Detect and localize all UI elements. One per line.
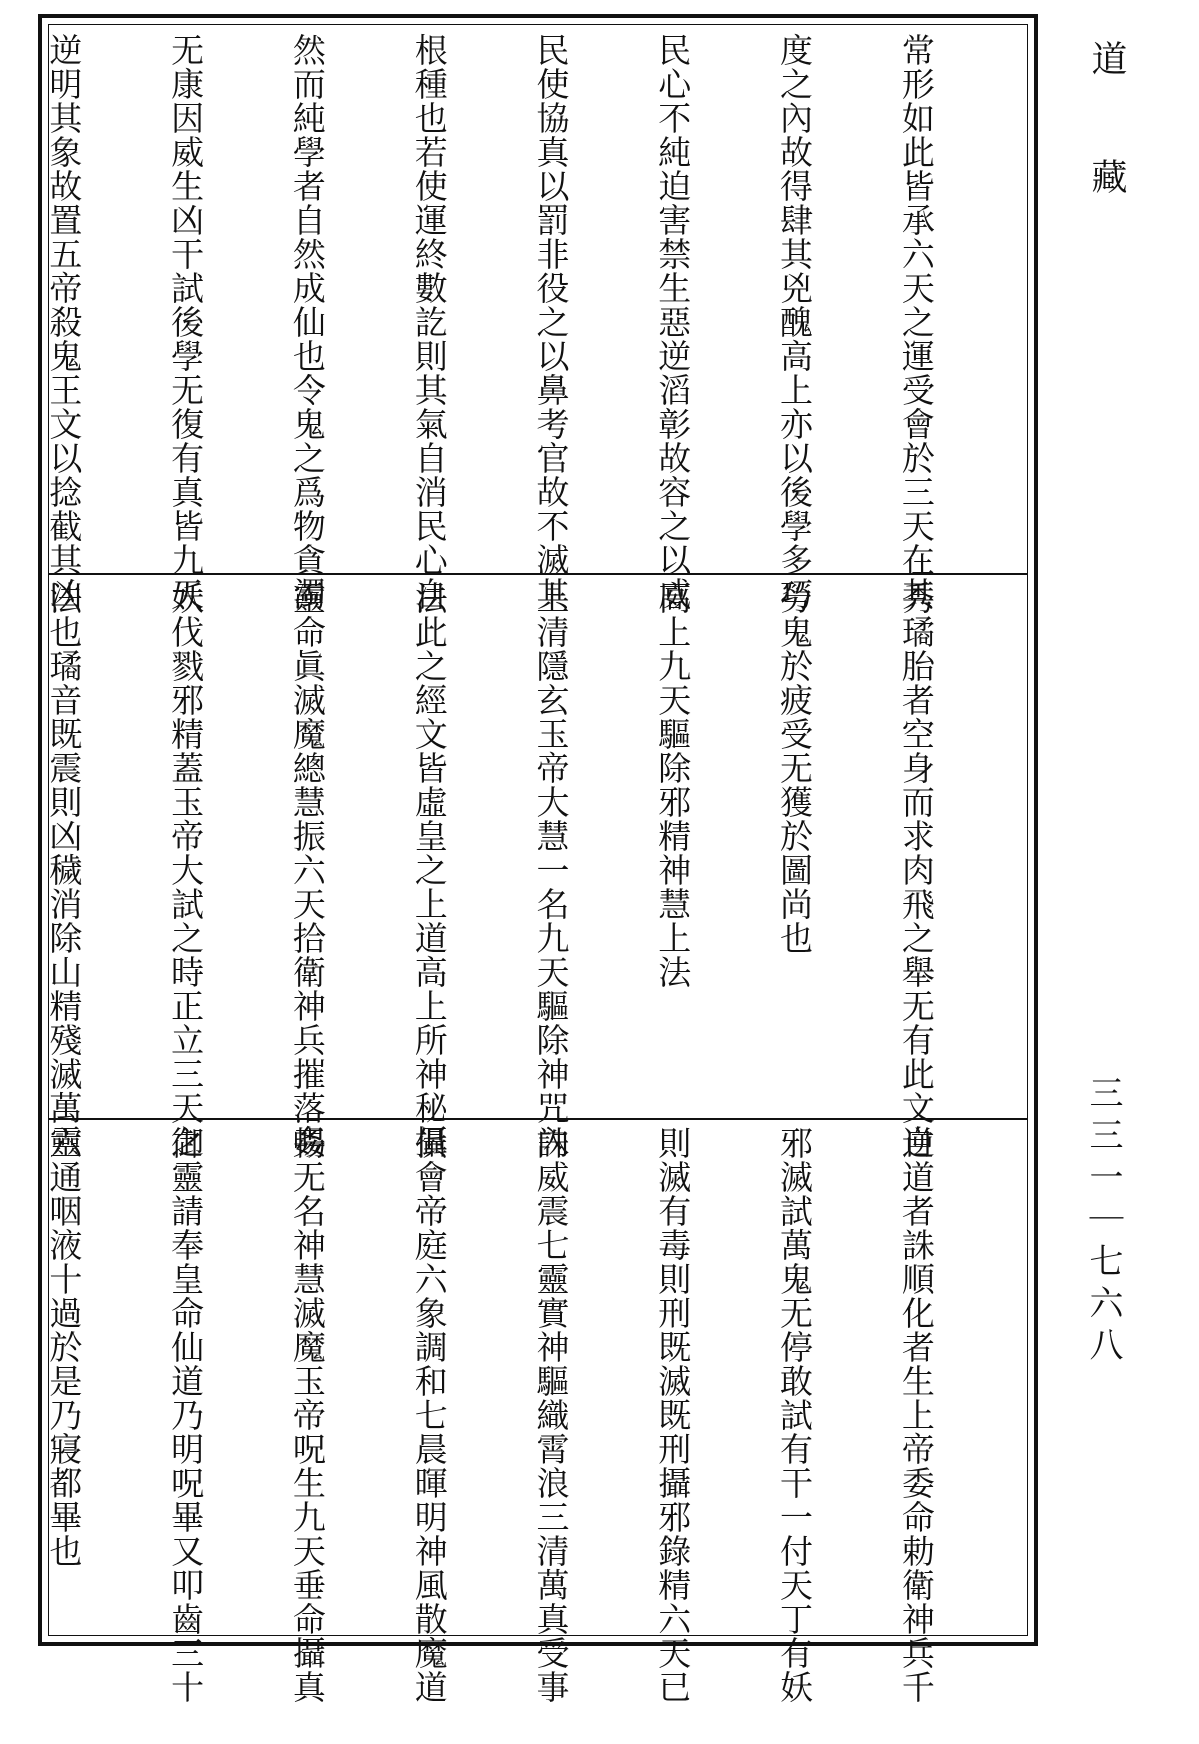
text-column: 度之內故得肆其兇醜高上亦以後學多巧 — [775, 33, 815, 611]
page-number: 三三一｜七六八 — [1083, 1075, 1123, 1369]
text-column: 上清隱玄玉帝大慧一名九天驅除神咒內 — [531, 581, 571, 1159]
register-middle — [44, 573, 1027, 1159]
collection-title: 道藏 — [1086, 40, 1127, 276]
text-block-middle — [44, 581, 1017, 1159]
text-column: 邪滅試萬鬼无停敢試有干一付天丁有妖 — [775, 1126, 815, 1704]
register-bottom — [44, 1118, 1027, 1704]
text-column: 靈命眞滅魔總慧振六天拾衛神兵摧落姦 — [287, 581, 327, 1159]
text-column: 逆明其象故置五帝殺鬼王文以捻截其凶 — [44, 33, 84, 611]
text-column: 俱會帝庭六象調和七晨暉明神風散魔道 — [409, 1126, 449, 1704]
text-column: 妖伐戮邪精蓋玉帝大試之時正立三天之 — [166, 581, 206, 1159]
text-column: 无康因威生凶干試後學无復有真皆九天 — [166, 33, 206, 611]
text-column: 民使協真以罰非役之以鼻考官故不滅其 — [531, 33, 571, 611]
text-block-bottom — [44, 1126, 1017, 1704]
page-frame — [38, 14, 1038, 1704]
text-column: 則滅有毒則刑既滅既刑攝邪錄精六天已 — [653, 1126, 693, 1704]
text-column: 民心不純迫害禁生惡逆滔彰故容之以威 — [653, 33, 693, 611]
text-column: 勞鬼於疲受无獲於圖尚也 — [775, 581, 815, 955]
text-column: 高上九天驅除邪精神慧上法 — [653, 581, 693, 989]
text-column: 法也璚音既震則凶穢消除山精殘滅萬靈 — [44, 581, 84, 1159]
text-column: 暢无名神慧滅魔玉帝呪生九天垂命攝真 — [287, 1126, 327, 1704]
text-column: 法此之經文皆虛皇之上道高上所神秘攝 — [409, 581, 449, 1159]
register-top — [44, 25, 1027, 611]
text-column: 御靈請奉皇命仙道乃明呪畢又叩齒三十 — [166, 1126, 206, 1704]
text-column: 秀璚胎者空身而求肉飛之舉无有此文自 — [896, 581, 936, 1159]
page-frame-inner — [44, 24, 1028, 1704]
text-column: 逆道者誅順化者生上帝委命勅衛神兵千 — [896, 1126, 936, 1704]
text-column: 常形如此皆承六天之運受會於三天在其 — [896, 33, 936, 611]
text-column: 根種也若使運終數訖則其氣自消民心自 — [409, 33, 449, 611]
text-block-top — [44, 33, 1017, 611]
text-column: 然而純學者自然成仙也令鬼之爲物貪濁 — [287, 33, 327, 611]
text-column: 六通咽液十過於是乃寢都畢也 — [44, 1126, 84, 1568]
text-column: 誅威震七靈實神驅織霄浪三清萬真受事 — [531, 1126, 571, 1704]
